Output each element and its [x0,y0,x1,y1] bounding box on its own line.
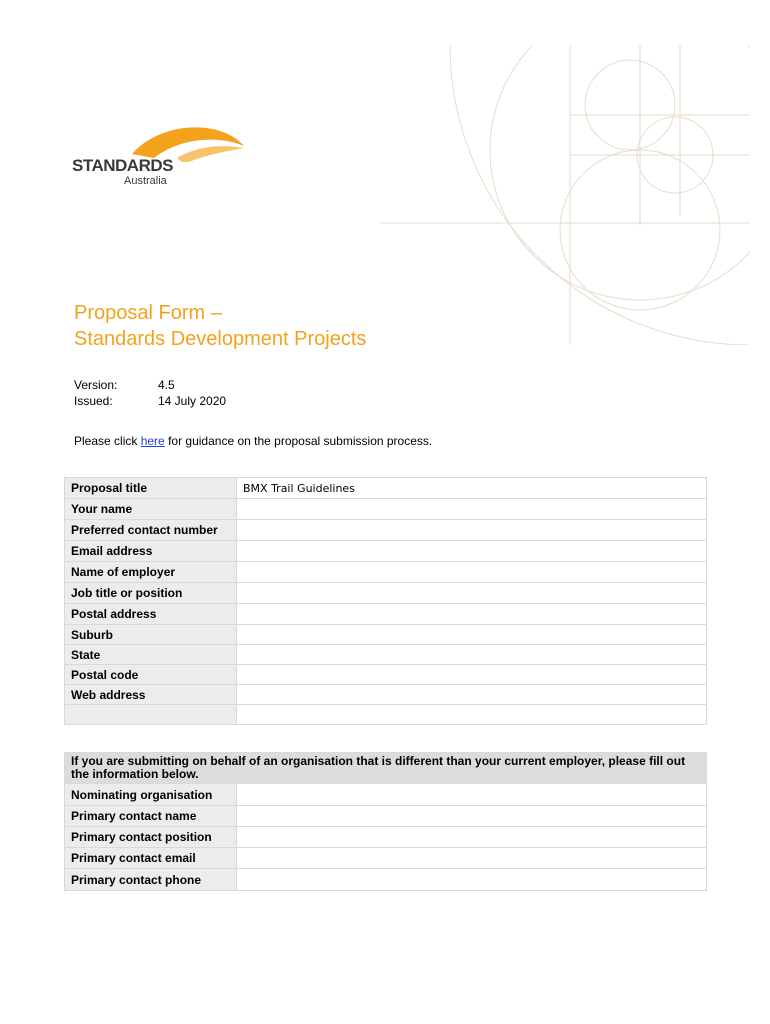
field-label: State [65,645,237,665]
field-label: Suburb [65,625,237,645]
table-row [65,583,707,604]
field-label: Primary contact email [65,848,237,869]
field-label [65,705,237,725]
field-value[interactable]: BMX Trail Guidelines [237,478,707,499]
guidance-after: for guidance on the proposal submission process. [164,434,433,448]
field-value[interactable] [237,705,707,725]
table-row [65,478,707,499]
field-value[interactable] [237,583,707,604]
field-label: Email address [65,541,237,562]
table-row [65,499,707,520]
field-label: Nominating organisation [65,784,237,806]
field-value[interactable] [237,665,707,685]
table-row [65,645,707,665]
version-value: 4.5 [158,378,175,392]
table-row [65,705,707,725]
field-value[interactable] [237,541,707,562]
logo-wordmark: STANDARDS [72,156,173,175]
field-label: Web address [65,685,237,705]
field-value[interactable] [237,869,707,891]
field-value[interactable] [237,604,707,625]
field-value[interactable] [237,827,707,848]
guidance-text [74,434,432,448]
field-value[interactable] [237,645,707,665]
decorative-circles [370,45,750,345]
field-label: Your name [65,499,237,520]
standards-australia-logo [72,122,252,194]
field-value[interactable] [237,806,707,827]
field-value[interactable] [237,520,707,541]
nominating-organisation-table [64,752,707,891]
table-row [65,827,707,848]
title-line-1: Proposal Form – [74,302,222,324]
field-label: Name of employer [65,562,237,583]
guidance-link[interactable]: here [140,434,165,448]
version-label: Version: [74,378,118,392]
field-value[interactable] [237,784,707,806]
field-value[interactable] [237,625,707,645]
organisation-instruction: If you are submitting on behalf of an organisation that is different than your current employer, please fill out the information below. [65,753,707,784]
table-row [65,541,707,562]
field-value[interactable] [237,562,707,583]
table-row [65,848,707,869]
issued-label: Issued: [74,394,113,408]
field-label: Postal code [65,665,237,685]
guidance-before: Please click [74,434,141,448]
logo-subtitle: Australia [124,175,167,187]
field-value[interactable] [237,685,707,705]
table-row [65,784,707,806]
table-row [65,562,707,583]
table-row [65,520,707,541]
field-label: Job title or position [65,583,237,604]
field-label: Preferred contact number [65,520,237,541]
field-label: Postal address [65,604,237,625]
field-label: Primary contact position [65,827,237,848]
table-row [65,685,707,705]
table-row [65,625,707,645]
page-title [74,300,366,352]
table-row [65,665,707,685]
table-header-row [65,753,707,784]
table-row [65,604,707,625]
proposer-details-table [64,477,707,725]
field-label: Primary contact name [65,806,237,827]
table-row [65,869,707,891]
field-value[interactable] [237,848,707,869]
table-row [65,806,707,827]
issued-value: 14 July 2020 [158,394,227,408]
field-label: Primary contact phone [65,869,237,891]
document-meta [74,377,226,409]
field-value[interactable] [237,499,707,520]
field-label: Proposal title [65,478,237,499]
title-line-2: Standards Development Projects [74,328,367,350]
